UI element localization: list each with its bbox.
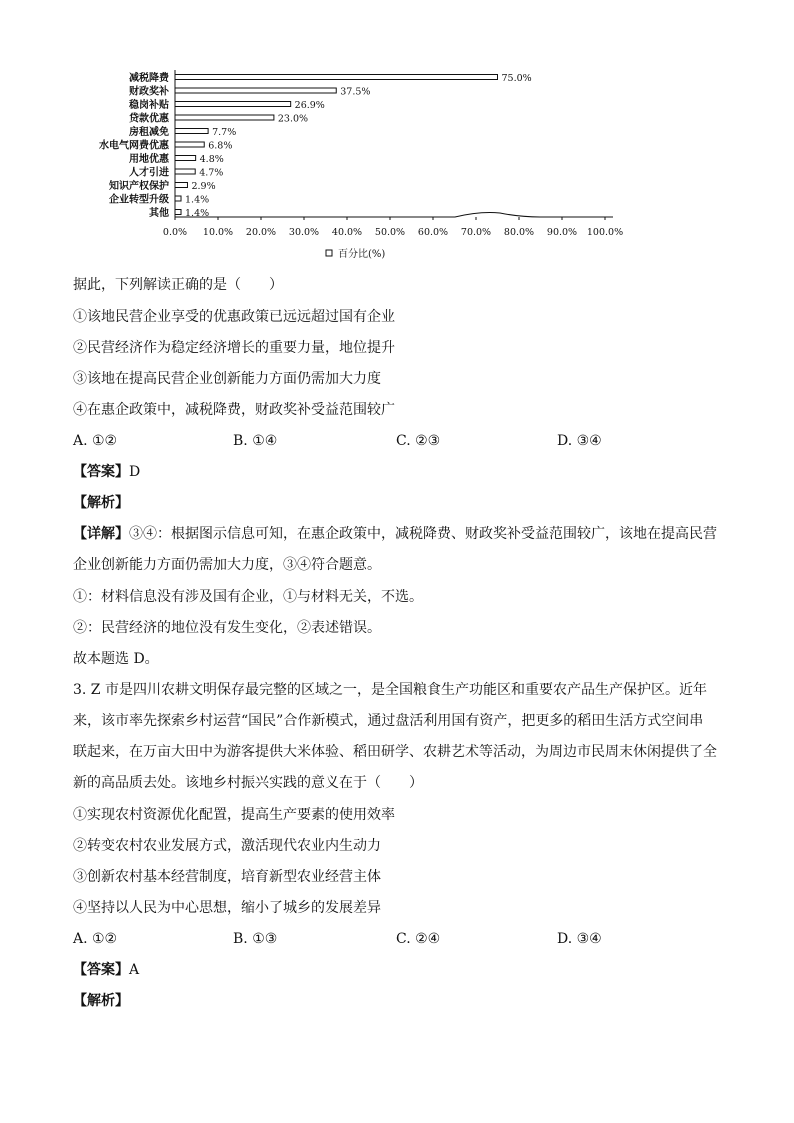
chart-legend: [326, 247, 385, 260]
category-label: 水电气网费优惠: [99, 140, 169, 152]
x-tick-label: 80.0%: [503, 227, 535, 238]
q3-stem-line-1: 3. Z 市是四川农耕文明保存最完整的区域之一，是全国粮食生产功能区和重要农产品生产保护区。近年: [73, 682, 707, 698]
value-label: 23.0%: [277, 113, 309, 125]
x-tick-label: 50.0%: [374, 227, 406, 238]
value-label: 1.4%: [185, 194, 210, 206]
x-tick-label: 40.0%: [331, 227, 363, 238]
q2-option-d: D. ③④: [557, 433, 602, 449]
x-tick-label: 20.0%: [245, 227, 277, 238]
q3-analysis-tag: 【解析】: [73, 993, 129, 1009]
q3-answer-line: [73, 960, 139, 980]
x-tick-label: 60.0%: [417, 227, 449, 238]
q2-option-b: B. ①④: [233, 433, 278, 449]
policy-bar-chart: [60, 55, 640, 270]
bar: [175, 210, 181, 215]
q3-stem-line-4: 新的高品质去处。该地乡村振兴实践的意义在于（ ）: [73, 775, 423, 791]
category-label: 用地优惠: [129, 154, 169, 165]
bar: [175, 169, 195, 174]
q2-detail-line-4: ②：民营经济的地位没有发生变化，②表述错误。: [73, 620, 381, 636]
q2-stem: 据此，下列解读正确的是（ ）: [73, 277, 283, 293]
x-tick-label: 30.0%: [288, 227, 320, 238]
answer-tag: 【答案】: [73, 962, 129, 978]
bar: [175, 88, 336, 93]
bar: [175, 142, 204, 147]
value-label: 4.7%: [199, 167, 224, 179]
value-label: 26.9%: [294, 100, 325, 111]
value-label: 2.9%: [191, 181, 216, 192]
category-label: 知识产权保护: [109, 181, 169, 192]
bar: [175, 129, 208, 134]
category-label: 减税降费: [129, 73, 169, 84]
q3-option-b: B. ①③: [233, 931, 278, 947]
q3-option-d: D. ③④: [557, 931, 602, 947]
answer-tag: 【答案】: [73, 464, 129, 480]
q3-item-1: ①实现农村资源优化配置，提高生产要素的使用效率: [73, 807, 395, 823]
q2-item-4: ④在惠企政策中，减税降费，财政奖补受益范围较广: [73, 402, 395, 418]
category-label: 企业转型升级: [109, 194, 169, 206]
value-label: 75.0%: [501, 73, 532, 84]
x-tick-label: 0.0%: [162, 227, 188, 238]
answer-value: D: [129, 464, 141, 480]
q3-stem-line-2: 来，该市率先探索乡村运营“国民”合作新模式，通过盘活利用国有资产，把更多的稻田生活方式空间串: [73, 713, 704, 729]
x-axis-line: [175, 213, 613, 218]
bar: [175, 115, 274, 120]
detail-text-1: ③④：根据图示信息可知，在惠企政策中，减税降费、财政奖补受益范围较广，该地在提高民营: [129, 526, 717, 542]
bar: [175, 102, 291, 107]
category-label: 房租减免: [129, 127, 169, 138]
q2-item-1: ①该地民营企业享受的优惠政策已远远超过国有企业: [73, 309, 395, 325]
q3-item-2: ②转变农村农业发展方式，激活现代农业内生动力: [73, 838, 381, 854]
value-label: 1.4%: [185, 208, 210, 219]
bar: [175, 196, 181, 201]
q2-detail-line-3: ①：材料信息没有涉及国有企业，①与材料无关，不选。: [73, 589, 423, 605]
q2-detail-line-2: 企业创新能力方面仍需加大力度，③④符合题意。: [73, 557, 381, 573]
x-tick-label: 100.0%: [586, 227, 624, 238]
category-label: 人才引进: [129, 167, 169, 179]
value-label: 7.7%: [212, 127, 237, 138]
detail-tag: 【详解】: [73, 526, 129, 542]
legend-label: 百分比(%): [338, 249, 386, 260]
x-tick-label: 70.0%: [460, 227, 492, 238]
bar: [175, 156, 196, 161]
q2-option-c: C. ②③: [396, 433, 441, 449]
q3-item-3: ③创新农村基本经营制度，培育新型农业经营主体: [73, 869, 381, 885]
category-label: 贷款优惠: [129, 113, 169, 125]
category-label: 稳岗补贴: [129, 100, 169, 111]
q2-option-a: A. ①②: [73, 433, 118, 449]
answer-value: A: [129, 962, 140, 978]
q2-detail-line-1: [73, 524, 717, 544]
x-tick-label: 90.0%: [546, 227, 578, 238]
value-label: 4.8%: [199, 154, 224, 165]
bar: [175, 75, 498, 80]
q3-item-4: ④坚持以人民为中心思想，缩小了城乡的发展差异: [73, 900, 381, 916]
q2-item-2: ②民营经济作为稳定经济增长的重要力量，地位提升: [73, 340, 395, 356]
legend-swatch: [326, 250, 332, 256]
value-label: 37.5%: [340, 86, 371, 98]
category-label: 财政奖补: [129, 86, 169, 98]
category-label: 其他: [149, 208, 169, 219]
q2-item-3: ③该地在提高民营企业创新能力方面仍需加大力度: [73, 371, 381, 387]
q2-analysis-tag: 【解析】: [73, 495, 129, 511]
value-label: 6.8%: [208, 140, 233, 152]
x-tick-label: 10.0%: [202, 227, 234, 238]
q3-option-c: C. ②④: [396, 931, 441, 947]
q3-stem-line-3: 联起来，在万亩大田中为游客提供大米体验、稻田研学、农耕艺术等活动，为周边市民周末休闲提供了全: [73, 744, 717, 760]
bar: [175, 183, 187, 188]
q3-option-a: A. ①②: [73, 931, 118, 947]
q2-answer-line: [73, 462, 140, 482]
q2-conclusion: 故本题选 D。: [73, 651, 159, 667]
